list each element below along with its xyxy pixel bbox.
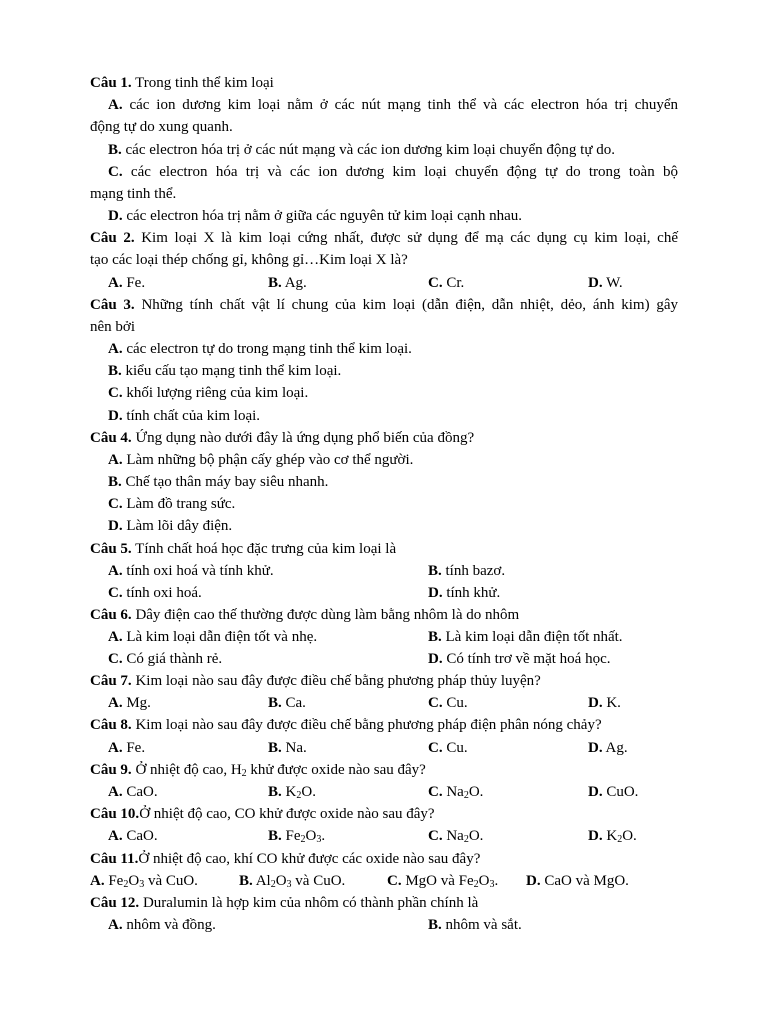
question-10-options [90, 825, 678, 847]
question-6-stem: Câu 6. Dây điện cao thế thường được dùng làm bằng nhôm là do nhôm [90, 607, 520, 623]
question-11-options [90, 870, 678, 892]
question-7-options [90, 692, 678, 714]
question-5-option-d: D. tính khử. [428, 585, 501, 601]
question-10-option-b: B. $Fe_2O_3$. [268, 828, 326, 845]
question-7-stem: Câu 7. Kim loại nào sau đây được điều chế bằng phương pháp thủy luyện? [90, 673, 541, 689]
question-4-option-b: B. Chế tạo thân máy bay siêu nhanh. [108, 474, 329, 490]
question-11-option-b: B. $Al_2O_3$ và CuO. [239, 873, 346, 890]
question-10-option-c: C. $Na_2O$. [428, 828, 484, 845]
question-10-option-a: A. CaO. [108, 828, 158, 844]
question-6-options-row-1 [90, 626, 678, 648]
question-8-stem: Câu 8. Kim loại nào sau đây được điều chế bằng phương pháp điện phân nóng chảy? [90, 717, 602, 733]
question-6-options-row-2 [90, 648, 678, 670]
question-8-option-a: A. Fe. [108, 740, 146, 756]
question-4-option-c: C. Làm đồ trang sức. [108, 496, 236, 512]
question-5-option-c: C. tính oxi hoá. [108, 585, 202, 601]
question-2-option-c: C. Cr. [428, 275, 465, 291]
question-6-option-c: C. Có giá thành rẻ. [108, 651, 223, 667]
question-1-option-c-cont: mạng tinh thể. [90, 186, 177, 202]
question-5-option-b: B. tính bazơ. [428, 563, 506, 579]
question-6-option-b: B. Là kim loại dẫn điện tốt nhất. [428, 629, 623, 645]
question-9-stem: Câu 9. Ở nhiệt độ cao, $H_2$ khử được oxide nào sau đây? [90, 762, 426, 779]
question-2-option-b: B. Ag. [268, 275, 307, 291]
question-3-option-d: D. tính chất của kim loại. [108, 408, 261, 424]
question-5-option-a: A. tính oxi hoá và tính khử. [108, 563, 274, 579]
question-5-options-row-2 [90, 582, 678, 604]
question-9-options [90, 781, 678, 803]
question-11-stem: Câu 11.Ở nhiệt độ cao, khí CO khử được các oxide nào sau đây? [90, 851, 481, 867]
question-3-option-c: C. khối lượng riêng của kim loại. [108, 385, 309, 401]
question-1-stem: Câu 1. Trong tinh thể kim loại [90, 75, 274, 91]
question-1-option-a: A. các ion dương kim loại nằm ở các nút mạng tinh thể và các electron hóa trị chuyển [108, 97, 679, 113]
question-8-option-c: C. Cu. [428, 740, 468, 756]
question-2-stem-cont: tạo các loại thép chống gỉ, không gỉ…Kim loại X là? [90, 252, 408, 268]
question-9-option-b: B. $K_2O$. [268, 784, 316, 801]
question-7-option-d: D. K. [588, 695, 621, 711]
question-1-option-b: B. các electron hóa trị ở các nút mạng và các ion dương kim loại chuyển động tự do. [108, 142, 615, 158]
question-7-option-c: C. Cu. [428, 695, 468, 711]
question-3-stem: Câu 3. Những tính chất vật lí chung của kim loại (dẫn điện, dẫn nhiệt, dẻo, ánh kim) gây [90, 297, 678, 313]
question-8-option-b: B. Na. [268, 740, 307, 756]
question-2-options [90, 272, 678, 294]
question-6-option-a: A. Là kim loại dẫn điện tốt và nhẹ. [108, 629, 318, 645]
question-4-stem: Câu 4. Ứng dụng nào dưới đây là ứng dụng phổ biến của đồng? [90, 430, 475, 446]
question-8-options [90, 737, 678, 759]
question-3-stem-cont: nên bởi [90, 319, 136, 335]
question-7-option-b: B. Ca. [268, 695, 306, 711]
question-9-option-d: D. CuO. [588, 784, 639, 800]
question-8-option-d: D. Ag. [588, 740, 628, 756]
question-2-stem: Câu 2. Kim loại X là kim loại cứng nhất, được sử dụng để mạ các dụng cụ kim loại, chế [90, 230, 678, 246]
question-1-option-a-cont: động tự do xung quanh. [90, 119, 233, 135]
question-7-option-a: A. Mg. [108, 695, 151, 711]
question-11-option-a: A. $Fe_2O_3$ và CuO. [90, 873, 198, 890]
question-3-option-b: B. kiểu cấu tạo mạng tinh thể kim loại. [108, 363, 342, 379]
question-10-stem: Câu 10.Ở nhiệt độ cao, CO khử được oxide nào sau đây? [90, 806, 435, 822]
question-12-option-b: B. nhôm và sắt. [428, 917, 522, 933]
question-5-stem: Câu 5. Tính chất hoá học đặc trưng của kim loại là [90, 541, 397, 557]
question-2-option-a: A. Fe. [108, 275, 146, 291]
question-9-option-c: C. $Na_2O$. [428, 784, 484, 801]
question-3-option-a: A. các electron tự do trong mạng tinh thể kim loại. [108, 341, 412, 357]
question-4-option-d: D. Làm lõi dây điện. [108, 518, 233, 534]
question-5-options-row-1 [90, 560, 678, 582]
question-12-option-a: A. nhôm và đồng. [108, 917, 216, 933]
question-1-option-c: C. các electron hóa trị và các ion dương kim loại chuyển động tự do trong toàn bộ [108, 164, 679, 180]
question-2-option-d: D. W. [588, 275, 623, 291]
question-1-option-d: D. các electron hóa trị nằm ở giữa các nguyên tử kim loại cạnh nhau. [108, 208, 523, 224]
question-11-option-d: D. CaO và MgO. [526, 873, 629, 889]
question-10-option-d: D. $K_2O$. [588, 828, 637, 845]
question-12-stem: Câu 12. Duralumin là hợp kim của nhôm có thành phần chính là [90, 895, 479, 911]
question-9-option-a: A. CaO. [108, 784, 158, 800]
question-4-option-a: A. Làm những bộ phận cấy ghép vào cơ thể người. [108, 452, 414, 468]
question-11-option-c: C. MgO và $Fe_2O_3$. [387, 873, 499, 890]
question-12-options [90, 914, 678, 936]
question-6-option-d: D. Có tính trơ về mặt hoá học. [428, 651, 611, 667]
